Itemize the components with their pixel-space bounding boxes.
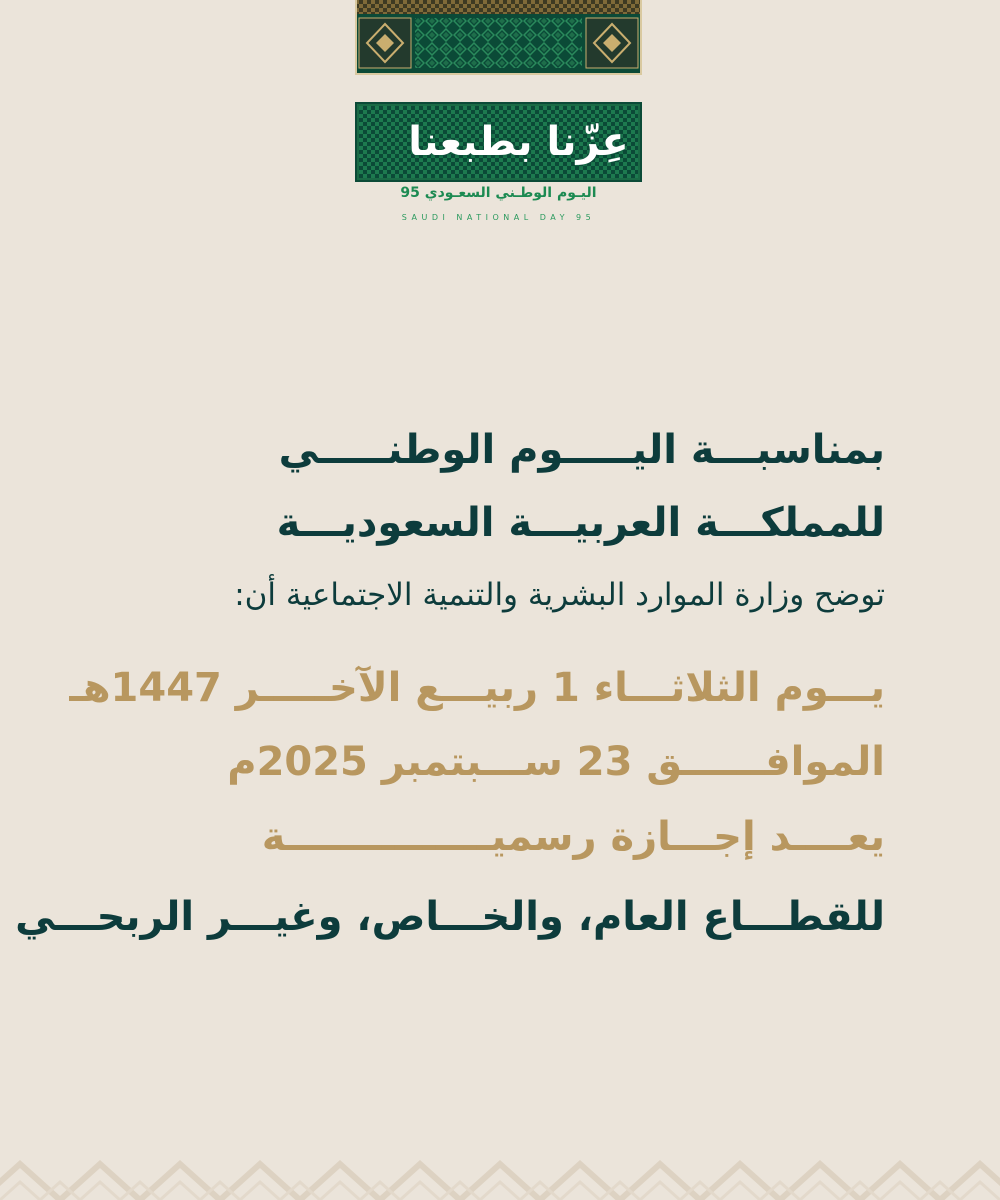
logo-subtitle-arabic: اليـوم الوطـني السعـودي 95 [400, 185, 597, 201]
chevron-pattern-icon [0, 1160, 1000, 1200]
message-line-5: الموافــــــق 23 ســـبتمبر 2025م [227, 739, 885, 785]
message-line-7: للقطـــاع العام، والخـــاص، وغيـــر الربحـــي [15, 894, 885, 940]
message-line-1: بمناسبـــة اليـــــوم الوطنـــــي [278, 427, 885, 473]
logo-title: عِزّنا بطبعنا [408, 119, 629, 165]
logo-subtitle-english: SAUDI NATIONAL DAY 95 [401, 213, 596, 222]
message-line-3: توضح وزارة الموارد البشرية والتنمية الاجتماعية أن: [234, 577, 885, 613]
sadu-pattern-banner-icon [355, 0, 642, 75]
message-line-4: يـــوم الثلاثـــاء 1 ربيـــع الآخـــــر 1447هـ [69, 665, 885, 711]
message-line-2: للمملكـــة العربيـــة السعوديـــة [276, 500, 885, 546]
message-line-6: يعــــد إجـــازة رسميـــــــــــــــة [261, 814, 885, 860]
